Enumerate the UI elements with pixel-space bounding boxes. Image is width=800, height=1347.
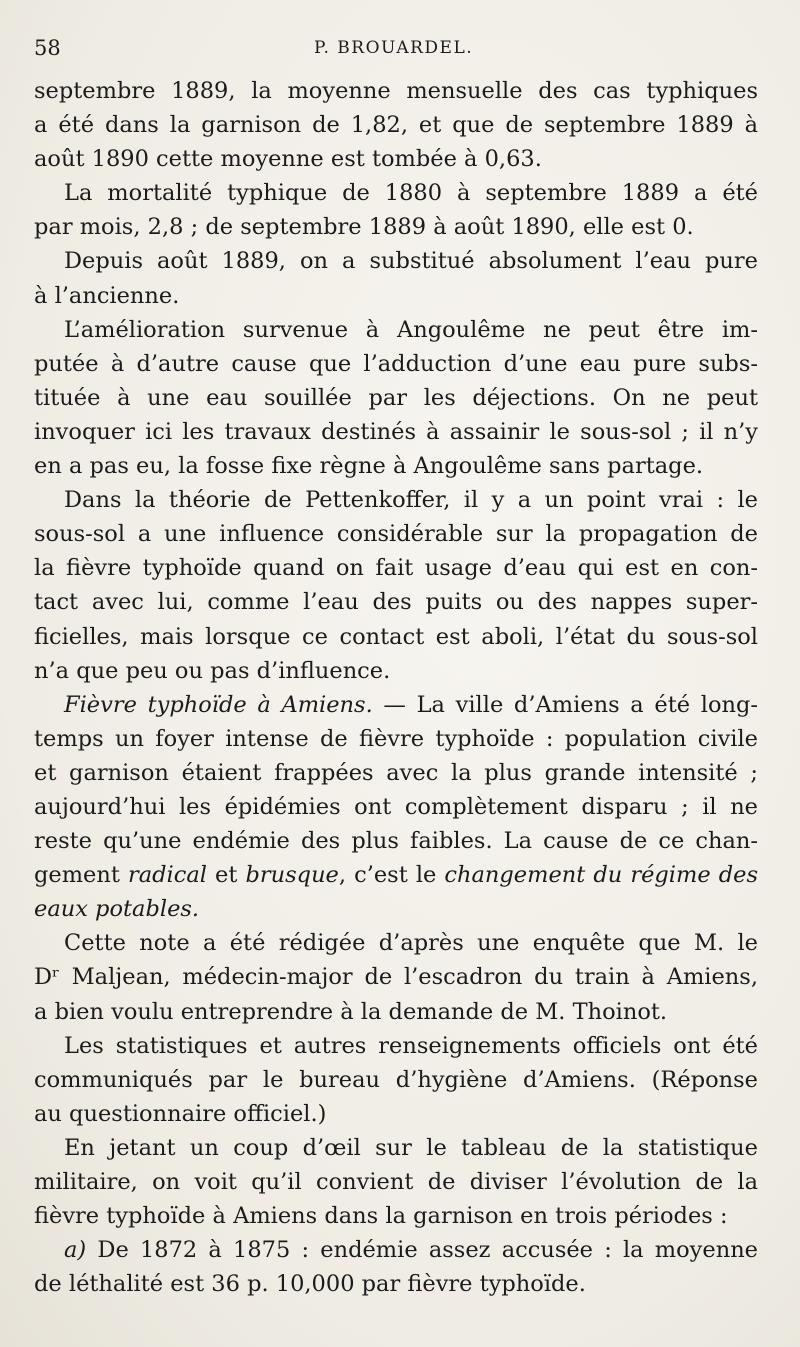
line-text: En jetant un coup d’œil sur le tableau de la statistique <box>64 1134 758 1161</box>
line-text: n’a que peu ou pas d’influence. <box>34 657 391 684</box>
line-text: la fièvre typhoïde quand on fait usage d’eau qui est en con- <box>34 555 758 582</box>
text-line <box>34 381 758 415</box>
line-text: putée à d’autre cause que l’adduction d’une eau pure subs- <box>34 350 758 377</box>
text-line <box>34 1267 758 1301</box>
text-line <box>34 1097 758 1131</box>
line-text: à l’ancienne. <box>34 282 180 309</box>
text-line <box>34 790 758 824</box>
italic-text: changement du régime des <box>444 862 758 889</box>
text-line <box>34 551 758 585</box>
line-text: a bien voulu entreprendre à la demande de M. Thoinot. <box>34 998 668 1025</box>
line-text: a été dans la garnison de 1,82, et que de septembre 1889 à <box>34 112 758 139</box>
text-line <box>34 722 758 756</box>
line-text: temps un foyer intense de fièvre typhoïde : population civile <box>34 725 758 752</box>
line-text: Depuis août 1889, on a substitué absolument l’eau pure <box>64 248 758 275</box>
page-number: 58 <box>34 36 61 60</box>
running-head: P. BROUARDEL. <box>314 38 474 58</box>
line-text: L’amélioration survenue à Angoulême ne peut être im- <box>64 316 758 343</box>
line-text: militaire, on voit qu’il convient de diviser l’évolution de la <box>34 1169 758 1195</box>
line-text: gement <box>34 862 128 889</box>
italic-text: brusque <box>245 862 339 889</box>
text-line <box>34 585 758 619</box>
line-text: septembre 1889, la moyenne mensuelle des cas typhiques <box>34 78 758 104</box>
line-text: reste qu’une endémie des plus faibles. La cause de ce chan- <box>34 828 758 855</box>
line-text: août 1890 cette moyenne est tombée à 0,63. <box>34 146 542 173</box>
text-line <box>34 279 758 313</box>
line-text: Cette note a été rédigée d’après une enquête que M. le <box>64 930 758 957</box>
line-text: aujourd’hui les épidémies ont complètement disparu ; il ne <box>34 793 758 820</box>
italic-text: eaux potables. <box>34 896 200 923</box>
text-line <box>34 74 758 108</box>
text-line <box>34 858 758 892</box>
text-line <box>34 313 758 347</box>
line-text: Dans la théorie de Pettenkoffer, il y a un point vrai : le <box>64 487 758 514</box>
line-text: ficielles, mais lorsque ce contact est aboli, l’état du sous-sol <box>34 623 758 650</box>
text-line <box>34 108 758 142</box>
text-line <box>34 995 758 1029</box>
line-text: sous-sol a une influence considérable sur la propagation de <box>34 521 758 548</box>
text-line <box>34 960 758 994</box>
italic-text: a) <box>64 1237 87 1264</box>
italic-text: Fièvre typhoïde à Amiens. <box>64 691 373 718</box>
text-line <box>34 415 758 449</box>
line-text: tituée à une eau souillée par les déjections. On ne peut <box>34 384 758 411</box>
line-text: , c’est le <box>338 862 445 889</box>
text-line <box>34 1199 758 1233</box>
text-line <box>34 756 758 790</box>
text-line <box>34 347 758 381</box>
line-text: et <box>206 862 246 889</box>
text-line <box>34 483 758 517</box>
text-line <box>34 824 758 858</box>
text-line <box>34 210 758 244</box>
text-line <box>34 449 758 483</box>
line-text: par mois, 2,8 ; de septembre 1889 à août 1890, elle est 0. <box>34 214 694 241</box>
line-text: — La ville d’Amiens a été long- <box>372 691 758 718</box>
text-line <box>34 1063 758 1097</box>
line-text: et garnison étaient frappées avec la plus grande intensité ; <box>34 759 758 786</box>
italic-text: radical <box>127 862 207 889</box>
line-text: de léthalité est 36 p. 10,000 par fièvre typhoïde. <box>34 1271 586 1298</box>
line-text: en a pas eu, la fosse fixe règne à Angoulême sans partage. <box>34 453 704 480</box>
line-text: tact avec lui, comme l’eau des puits ou des nappes super- <box>34 589 758 616</box>
text-line <box>34 926 758 960</box>
text-line <box>34 1029 758 1063</box>
line-text: Dʳ Maljean, médecin-major de l’escadron du train à Amiens, <box>34 964 758 991</box>
text-line <box>34 517 758 551</box>
page-header <box>34 36 756 66</box>
line-text: Les statistiques et autres renseignements officiels ont été <box>64 1032 758 1059</box>
body-text <box>34 74 758 1301</box>
line-text: invoquer ici les travaux destinés à assainir le sous-sol ; il n’y <box>34 418 758 445</box>
text-line <box>34 892 758 926</box>
text-line <box>34 620 758 654</box>
text-line <box>34 176 758 210</box>
line-text: La mortalité typhique de 1880 à septembre 1889 a été <box>64 180 758 207</box>
text-line <box>34 654 758 688</box>
line-text: fièvre typhoïde à Amiens dans la garnison en trois périodes : <box>34 1203 728 1230</box>
line-text: communiqués par le bureau d’hygiène d’Amiens. (Réponse <box>34 1066 758 1093</box>
text-line <box>34 1165 758 1199</box>
text-line <box>34 688 758 722</box>
line-text: De 1872 à 1875 : endémie assez accusée : la moyenne <box>86 1237 758 1264</box>
line-text: au questionnaire officiel.) <box>34 1100 327 1127</box>
text-line <box>34 1131 758 1165</box>
text-line <box>34 142 758 176</box>
text-line <box>34 244 758 278</box>
text-line <box>34 1233 758 1267</box>
